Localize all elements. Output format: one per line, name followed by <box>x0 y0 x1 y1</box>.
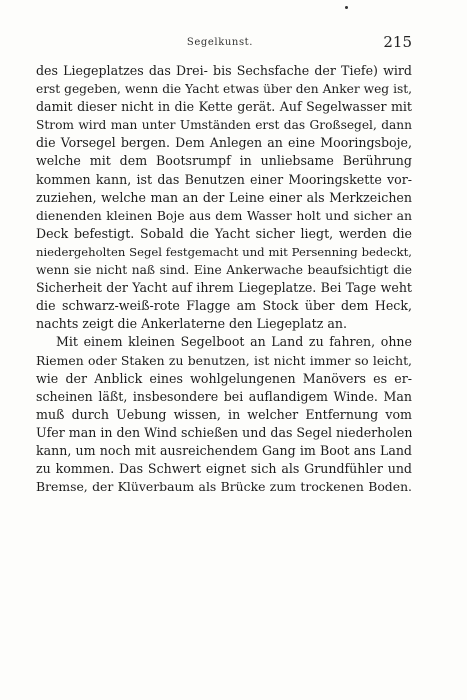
paragraph-1 <box>36 62 412 333</box>
text-line: Sicherheit der Yacht auf ihrem Liegeplatze. Bei Tage weht <box>36 280 412 296</box>
text-line: Deck befestigt. Sobald die Yacht sicher liegt, werden die <box>36 225 412 241</box>
text-line: zuziehen, welche man an der Leine einer als Merkzeichen <box>36 189 412 205</box>
text-line: Ufer man in den Wind schießen und das Segel niederholen <box>36 424 412 440</box>
text-line: kommen kann, ist das Benutzen einer Mooringskette vor- <box>36 171 412 187</box>
text-line: zu kommen. Das Schwert eignet sich als Grundfühler und <box>36 461 412 477</box>
text-line: nachts zeigt die Ankerlaterne den Liegeplatz an. <box>36 316 347 332</box>
text-line: Riemen oder Staken zu benutzen, ist nicht immer so leicht, <box>36 352 412 368</box>
text-line: Mit einem kleinen Segelboot an Land zu fahren, ohne <box>56 334 412 350</box>
text-line: wenn sie nicht naß sind. Eine Ankerwache beaufsichtigt die <box>36 263 412 278</box>
print-speck <box>345 6 348 9</box>
text-line: welche mit dem Bootsrumpf in unliebsame Berührung <box>36 153 412 169</box>
text-line: die schwarz-weiß-rote Flagge am Stock über dem Heck, <box>36 298 412 314</box>
paragraph-2 <box>36 333 412 496</box>
text-line: des Liegeplatzes das Drei- bis Sechsfache der Tiefe) wird <box>36 63 412 78</box>
text-line: erst gegeben, wenn die Yacht etwas über den Anker weg ist, <box>36 82 412 97</box>
text-line: die Vorsegel bergen. Dem Anlegen an eine Mooringsboje, <box>36 135 412 151</box>
running-head <box>30 33 410 53</box>
text-line: dienenden kleinen Boje aus dem Wasser holt und sicher an <box>36 207 412 223</box>
running-title: Segelkunst. <box>186 37 254 48</box>
text-line: Strom wird man unter Umständen erst das Großsegel, dann <box>36 118 412 133</box>
text-line: Bremse, der Klüverbaum als Brücke zum trockenen Boden. <box>36 479 412 495</box>
text-line: wie der Anblick eines wohlgelungenen Manövers es er- <box>36 370 412 386</box>
text-line: kann, um noch mit ausreichendem Gang im Boot ans Land <box>36 442 412 458</box>
body-text <box>36 62 412 496</box>
text-line: muß durch Uebung wissen, in welcher Entfernung vom <box>36 406 412 422</box>
text-line: niedergeholten Segel festgemacht und mit Persenning bedeckt, <box>36 244 412 259</box>
text-line: damit dieser nicht in die Kette gerät. Auf Segelwasser mit <box>36 99 412 115</box>
page-number: 215 <box>383 33 412 51</box>
text-line: scheinen läßt, insbesondere bei auflandigem Winde. Man <box>36 388 412 404</box>
